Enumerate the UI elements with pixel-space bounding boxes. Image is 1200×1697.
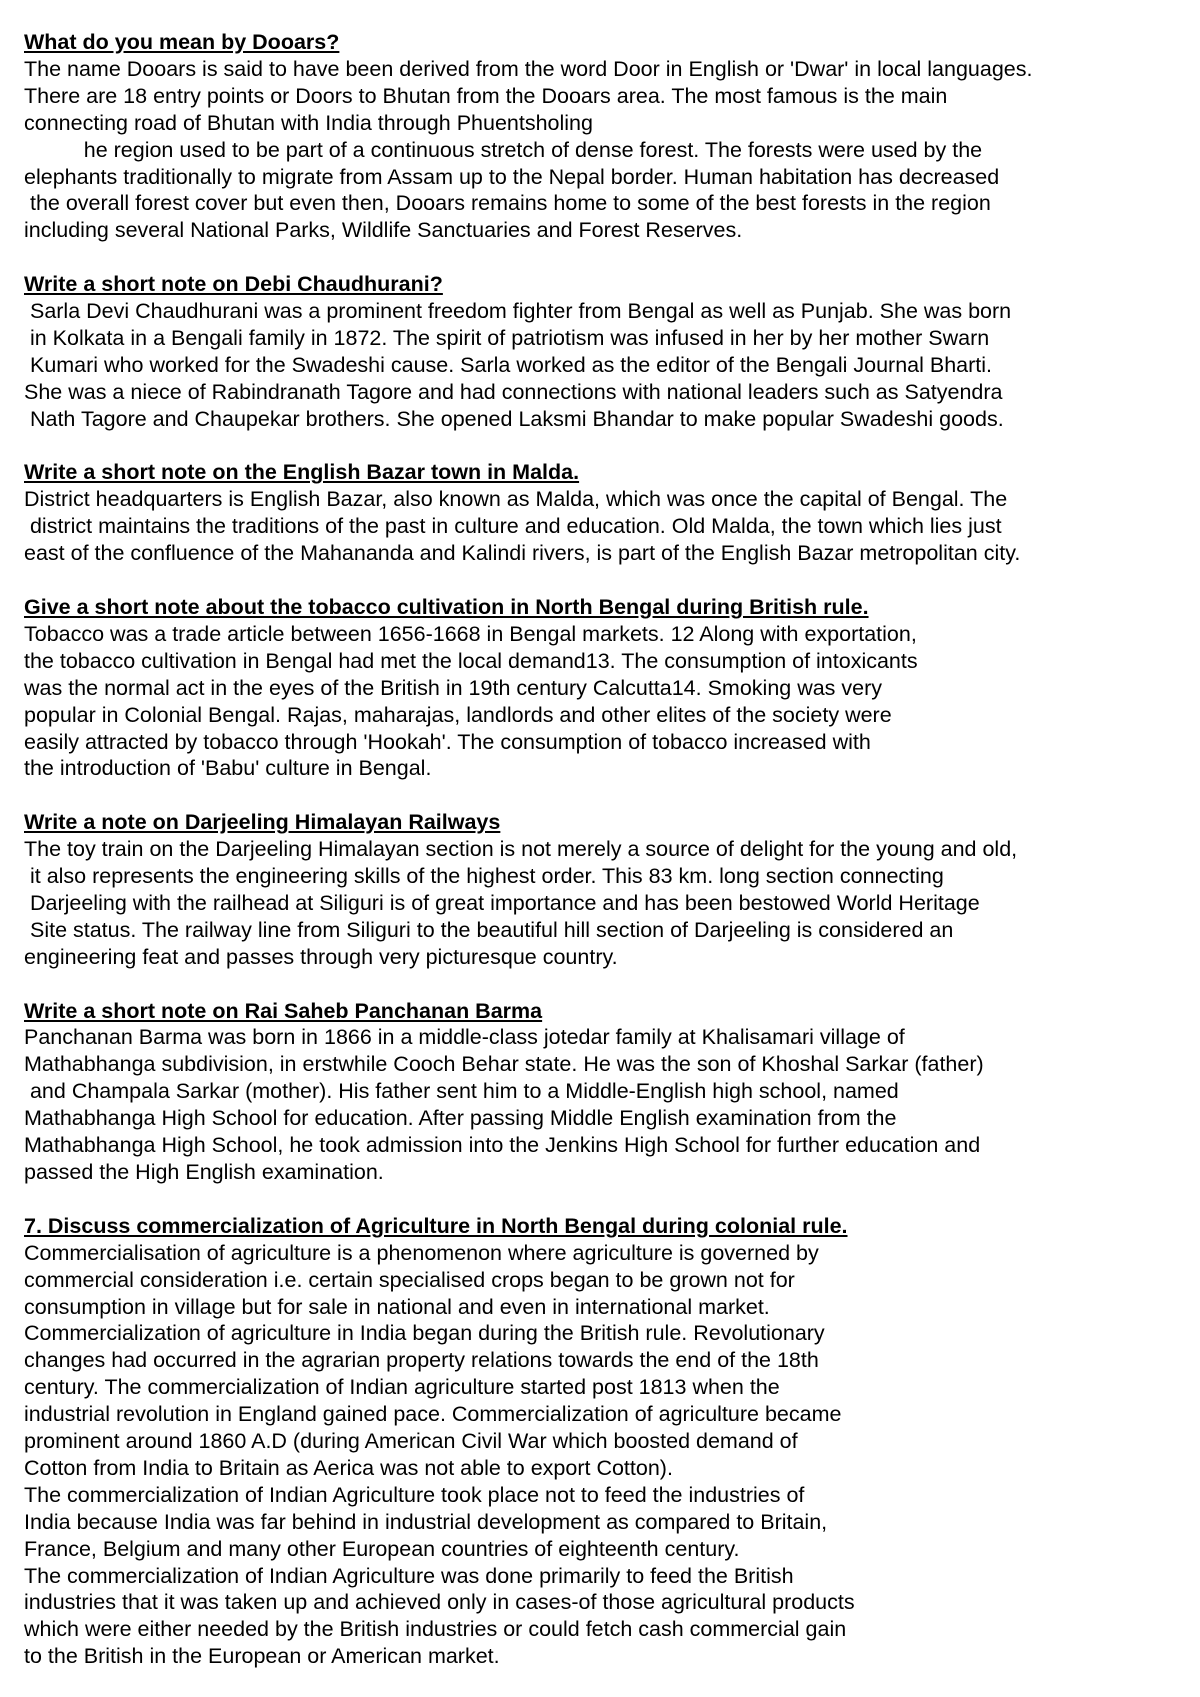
text-line: and Champala Sarkar (mother). His father sent him to a Middle-English high school, named xyxy=(24,1079,899,1104)
section-darjeeling-railways xyxy=(24,809,1194,970)
text-line: The name Dooars is said to have been derived from the word Door in English or 'Dwar' in local languages. xyxy=(24,56,1033,81)
text-line: it also represents the engineering skills of the highest order. This 83 km. long section connecting xyxy=(24,864,944,889)
text-line: Tobacco was a trade article between 1656-1668 in Bengal markets. 12 Along with exportation, xyxy=(24,621,917,646)
section-panchanan-barma xyxy=(24,998,1194,1186)
text-line: Mathabhanga High School, he took admission into the Jenkins High School for further education and xyxy=(24,1133,981,1158)
text-line: Mathabhanga subdivision, in erstwhile Cooch Behar state. He was the son of Khoshal Sarkar (father) xyxy=(24,1052,984,1077)
section-heading: Write a short note on Debi Chaudhurani? xyxy=(24,272,443,297)
text-line: Kumari who worked for the Swadeshi cause. Sarla worked as the editor of the Bengali Journal Bharti. xyxy=(24,352,993,377)
text-line: easily attracted by tobacco through 'Hookah'. The consumption of tobacco increased with xyxy=(24,729,871,754)
section-debi-chaudhurani xyxy=(24,271,1194,432)
text-line: Commercialisation of agriculture is a phenomenon where agriculture is governed by xyxy=(24,1240,819,1265)
section-heading: Give a short note about the tobacco cultivation in North Bengal during British rule. xyxy=(24,594,869,619)
text-line: Darjeeling with the railhead at Siliguri is of great importance and has been bestowed World Heritage xyxy=(24,890,980,915)
text-line: district maintains the traditions of the past in culture and education. Old Malda, the town which lies just xyxy=(24,514,1002,539)
text-line: changes had occurred in the agrarian property relations towards the end of the 18th xyxy=(24,1348,819,1373)
text-line: There are 18 entry points or Doors to Bhutan from the Dooars area. The most famous is the main xyxy=(24,83,948,108)
text-line: Commercialization of agriculture in India began during the British rule. Revolutionary xyxy=(24,1321,825,1346)
text-line: Mathabhanga High School for education. After passing Middle English examination from the xyxy=(24,1106,897,1131)
text-line: passed the High English examination. xyxy=(24,1159,384,1184)
text-line: France, Belgium and many other European countries of eighteenth century. xyxy=(24,1536,740,1561)
text-line: She was a niece of Rabindranath Tagore and had connections with national leaders such as Satyendra xyxy=(24,379,1003,404)
text-line: Cotton from India to Britain as Aerica was not able to export Cotton). xyxy=(24,1455,673,1480)
section-tobacco-cultivation xyxy=(24,594,1194,782)
text-line: Nath Tagore and Chaupekar brothers. She opened Laksmi Bhandar to make popular Swadeshi goods. xyxy=(24,406,1004,431)
document-page xyxy=(24,29,1194,1697)
section-heading: Write a note on Darjeeling Himalayan Railways xyxy=(24,810,501,835)
text-line: connecting road of Bhutan with India through Phuentsholing xyxy=(24,110,593,135)
text-line: in Kolkata in a Bengali family in 1872. The spirit of patriotism was infused in her by her mother Swarn xyxy=(24,325,990,350)
text-line: industrial revolution in England gained pace. Commercialization of agriculture became xyxy=(24,1402,842,1427)
text-line: industries that it was taken up and achieved only in cases-of those agricultural products xyxy=(24,1590,855,1615)
text-line: was the normal act in the eyes of the British in 19th century Calcutta14. Smoking was very xyxy=(24,675,883,700)
section-commercialization-agriculture xyxy=(24,1213,1194,1670)
section-heading: Write a short note on the English Bazar town in Malda. xyxy=(24,460,580,485)
section-dooars xyxy=(24,29,1194,244)
section-heading: Write a short note on Rai Saheb Panchanan Barma xyxy=(24,998,543,1023)
text-line: elephants traditionally to migrate from Assam up to the Nepal border. Human habitation has decreased xyxy=(24,164,1000,189)
section-english-bazar xyxy=(24,459,1194,567)
text-line: the tobacco cultivation in Bengal had met the local demand13. The consumption of intoxicants xyxy=(24,648,918,673)
text-line: The commercialization of Indian Agriculture took place not to feed the industries of xyxy=(24,1482,805,1507)
text-line: consumption in village but for sale in national and even in international market. xyxy=(24,1294,770,1319)
text-line: east of the confluence of the Mahananda and Kalindi rivers, is part of the English Bazar metropolitan city. xyxy=(24,541,1021,566)
text-line: including several National Parks, Wildlife Sanctuaries and Forest Reserves. xyxy=(24,218,743,243)
text-line: which were either needed by the British industries or could fetch cash commercial gain xyxy=(24,1617,847,1642)
text-line: The commercialization of Indian Agriculture was done primarily to feed the British xyxy=(24,1563,794,1588)
text-line: century. The commercialization of Indian agriculture started post 1813 when the xyxy=(24,1375,780,1400)
text-line: to the British in the European or American market. xyxy=(24,1644,500,1669)
section-heading: 7. Discuss commercialization of Agriculture in North Bengal during colonial rule. xyxy=(24,1213,848,1238)
text-line: the overall forest cover but even then, Dooars remains home to some of the best forests in the region xyxy=(24,191,991,216)
text-line: prominent around 1860 A.D (during American Civil War which boosted demand of xyxy=(24,1429,798,1454)
text-line: The toy train on the Darjeeling Himalayan section is not merely a source of delight for the young and old, xyxy=(24,837,1018,862)
text-line: Panchanan Barma was born in 1866 in a middle-class jotedar family at Khalisamari village of xyxy=(24,1025,905,1050)
text-line: commercial consideration i.e. certain specialised crops began to be grown not for xyxy=(24,1267,795,1292)
text-line: District headquarters is English Bazar, also known as Malda, which was once the capital of Bengal. The xyxy=(24,487,1008,512)
text-line: he region used to be part of a continuous stretch of dense forest. The forests were used by the xyxy=(24,137,983,162)
text-line: Sarla Devi Chaudhurani was a prominent freedom fighter from Bengal as well as Punjab. She was born xyxy=(24,299,1012,324)
text-line: popular in Colonial Bengal. Rajas, maharajas, landlords and other elites of the society were xyxy=(24,702,892,727)
text-line: India because India was far behind in industrial development as compared to Britain, xyxy=(24,1509,828,1534)
text-line: Site status. The railway line from Siliguri to the beautiful hill section of Darjeeling is considered an xyxy=(24,917,954,942)
section-heading: What do you mean by Dooars? xyxy=(24,30,340,54)
text-line: engineering feat and passes through very picturesque country. xyxy=(24,944,618,969)
text-line: the introduction of 'Babu' culture in Bengal. xyxy=(24,756,432,781)
